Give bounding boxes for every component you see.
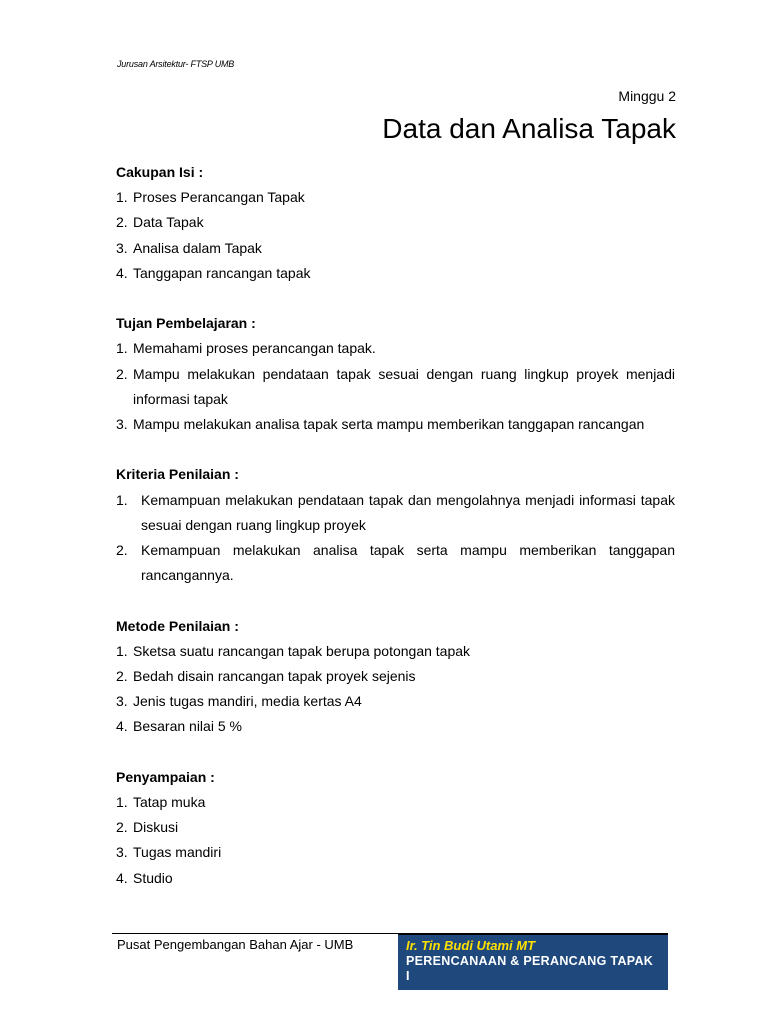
item-number: 4. <box>116 869 128 886</box>
list-item <box>116 840 675 865</box>
content-body <box>116 160 675 891</box>
footer-publisher: Pusat Pengembangan Bahan Ajar - UMB <box>112 933 403 952</box>
item-number: 3. <box>116 693 128 710</box>
item-text: Tanggapan rancangan tapak <box>133 264 311 281</box>
list-item <box>116 689 675 714</box>
section-kriteria-penilaian <box>116 462 675 588</box>
list-item <box>116 538 675 588</box>
list-item <box>116 714 675 739</box>
section-tujuan-pembelajaran <box>116 311 675 437</box>
section-cakupan-isi <box>116 160 675 286</box>
item-number: 2. <box>116 365 128 382</box>
item-number: 2. <box>116 819 128 836</box>
item-text: Tugas mandiri <box>133 844 222 861</box>
list-item <box>116 185 675 210</box>
footer-course-box <box>398 933 668 990</box>
item-text: Jenis tugas mandiri, media kertas A4 <box>133 693 362 710</box>
item-number: 1. <box>116 642 128 659</box>
item-text: Proses Perancangan Tapak <box>133 189 305 206</box>
item-text: Memahami proses perancangan tapak. <box>133 340 376 357</box>
item-text: Kemampuan melakukan pendataan tapak dan mengolahnya menjadi informasi tapak sesuai dengan ruang lingkup proyek <box>141 491 675 533</box>
list-item <box>116 866 675 891</box>
item-text: Studio <box>133 869 173 886</box>
item-text: Diskusi <box>133 819 179 836</box>
page-title: Data dan Analisa Tapak <box>382 113 676 144</box>
list-item <box>116 362 675 412</box>
list-item <box>116 336 675 361</box>
section-heading: Cakupan Isi : <box>116 164 204 180</box>
list-item <box>116 664 675 689</box>
item-text: Bedah disain rancangan tapak proyek sejenis <box>133 668 416 685</box>
footer-course-title: PERENCANAAN & PERANCANG TAPAK I <box>406 954 654 983</box>
item-number: 3. <box>116 239 128 256</box>
list-item <box>116 236 675 261</box>
list-item <box>116 815 675 840</box>
item-text: Besaran nilai 5 % <box>133 718 242 735</box>
item-text: Analisa dalam Tapak <box>133 239 262 256</box>
list-item <box>116 639 675 664</box>
list-item <box>116 412 675 437</box>
section-metode-penilaian <box>116 614 675 740</box>
item-number: 3. <box>116 844 128 861</box>
section-penyampaian <box>116 765 675 891</box>
page-footer <box>112 933 668 990</box>
section-heading: Metode Penilaian : <box>116 617 239 634</box>
list-item <box>116 261 675 286</box>
list-item <box>116 488 675 538</box>
item-number: 3. <box>116 416 128 433</box>
item-number: 1. <box>116 340 128 357</box>
item-number: 2. <box>116 668 128 685</box>
list-item <box>116 210 675 235</box>
section-heading: Kriteria Penilaian : <box>116 466 239 483</box>
section-heading: Penyampaian : <box>116 768 215 785</box>
item-text: Tatap muka <box>133 794 206 811</box>
footer-author: Ir. Tin Budi Utami MT <box>406 938 536 953</box>
item-number: 2. <box>116 214 128 231</box>
item-text: Mampu melakukan analisa tapak serta mampu memberikan tanggapan rancangan <box>133 416 645 433</box>
running-header: Jurusan Arsitektur- FTSP UMB <box>117 59 235 69</box>
item-number: 1. <box>116 794 128 811</box>
item-number: 4. <box>116 718 128 735</box>
item-number: 1. <box>116 491 128 508</box>
item-text: Kemampuan melakukan analisa tapak serta mampu memberikan tanggapan rancangannya. <box>141 542 675 584</box>
item-number: 4. <box>116 264 128 281</box>
item-text: Mampu melakukan pendataan tapak sesuai dengan ruang lingkup proyek menjadi informasi tapak <box>133 365 675 407</box>
item-text: Sketsa suatu rancangan tapak berupa potongan tapak <box>133 642 471 659</box>
week-label: Minggu 2 <box>618 88 676 104</box>
item-number: 2. <box>116 542 128 559</box>
list-item <box>116 790 675 815</box>
item-text: Data Tapak <box>133 214 204 231</box>
section-heading: Tujan Pembelajaran : <box>116 315 256 332</box>
item-number: 1. <box>116 189 128 206</box>
